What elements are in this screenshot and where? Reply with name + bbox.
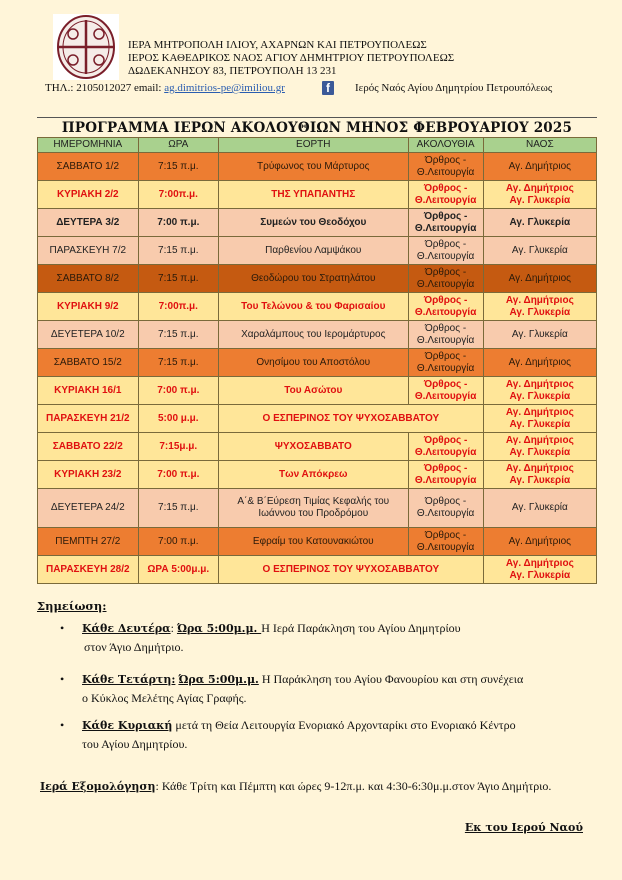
table-row <box>38 153 597 181</box>
table-row <box>38 237 597 265</box>
note-time: Ώρα 5:00μ.μ. <box>178 673 259 686</box>
date-text: ΠΑΡΑΣΚΕΥΗ 28/2 <box>45 563 130 575</box>
service-line-1: Όρθρος - <box>423 182 468 194</box>
date-text: ΠΕΜΠΤΗ 27/2 <box>55 535 121 547</box>
note-lead: Κάθε Τετάρτη: <box>82 673 176 686</box>
note-text-cont: στον Άγιο Δημήτριο. <box>84 640 184 654</box>
church-line-2: Αγ. Γλυκερία <box>509 474 571 486</box>
cell-feast <box>219 181 409 209</box>
church-line-1: Αγ. Γλυκερία <box>511 244 568 256</box>
service-line-1: Όρθρος - <box>425 529 467 541</box>
cell-service <box>408 265 483 293</box>
time-text: 7:15 π.μ. <box>158 160 199 172</box>
cell-church <box>483 209 596 237</box>
cell-service <box>408 461 483 489</box>
time-text: 7:00π.μ. <box>158 300 198 312</box>
cell-feast <box>219 528 409 556</box>
cell-feast <box>219 265 409 293</box>
service-line-1: Όρθρος - <box>425 266 467 278</box>
cell-time <box>138 209 218 237</box>
cell-feast <box>219 461 409 489</box>
service-line-1: Όρθρος - <box>425 322 467 334</box>
feast-text: ΤΗΣ ΥΠΑΠΑΝΤΗΣ <box>271 188 356 200</box>
header-date: ΗΜΕΡΟΜΗΝΙΑ <box>38 138 139 153</box>
cell-time <box>138 461 218 489</box>
header-line-1: ΙΕΡΑ ΜΗΤΡΟΠΟΛΗ ΙΛΙΟΥ, ΑΧΑΡΝΩΝ ΚΑΙ ΠΕΤΡΟΥΠΟΛΕΩΣ <box>128 39 427 51</box>
bullet-icon: • <box>60 621 65 635</box>
service-line-2: Θ.Λειτουργία <box>416 508 475 519</box>
cell-date <box>38 349 139 377</box>
note-text: μετά τη Θεία Λειτουργία Ενοριακό Αρχονταρίκι στο Ενοριακό Κέντρο <box>172 718 516 732</box>
service-line-2: Θ.Λειτουργία <box>416 541 475 553</box>
cell-church <box>483 489 596 528</box>
cell-service <box>408 528 483 556</box>
feast-text: Θεοδώρου του Στρατηλάτου <box>251 272 376 284</box>
table-row <box>38 377 597 405</box>
cell-service <box>408 293 483 321</box>
cell-time <box>138 528 218 556</box>
cell-feast <box>219 405 484 433</box>
cell-feast <box>219 556 484 584</box>
church-line-1: Αγ. Δημήτριος <box>505 557 574 569</box>
service-line-2: Θ.Λειτουργία <box>416 334 475 346</box>
table-row <box>38 489 597 528</box>
time-text: 7:15 π.μ. <box>158 356 199 368</box>
feast-text: Του Ασώτου <box>284 384 343 396</box>
cell-service <box>408 209 483 237</box>
feast-text: Παρθενίου Λαμψάκου <box>265 244 362 256</box>
cell-time <box>138 321 218 349</box>
cell-church <box>483 528 596 556</box>
metropolis-logo <box>53 14 119 80</box>
service-line-2: Θ.Λειτουργία <box>416 250 475 262</box>
service-line-1: Όρθρος - <box>423 378 468 390</box>
cell-church <box>483 181 596 209</box>
service-line-1: Όρθρος - <box>423 462 468 474</box>
cell-date <box>38 321 139 349</box>
cell-feast <box>219 293 409 321</box>
church-line-2: Αγ. Γλυκερία <box>509 418 571 430</box>
confession-lead: Ιερά Εξομολόγηση <box>40 780 156 793</box>
time-text: 7:00 π.μ. <box>157 384 200 396</box>
cell-service <box>408 237 483 265</box>
date-text: ΣΑΒΒΑΤΟ 22/2 <box>52 440 123 452</box>
cell-feast <box>219 153 409 181</box>
service-line-1: Όρθρος - <box>423 434 468 446</box>
phone-label: ΤΗΛ.: 2105012027 email: <box>45 82 165 94</box>
cell-date <box>38 209 139 237</box>
service-line-1: Όρθρος - <box>425 154 467 166</box>
service-line-1: Όρθρος - <box>425 350 467 362</box>
date-text: ΣΑΒΒΑΤΟ 1/2 <box>56 160 120 172</box>
date-text: ΠΑΡΑΣΚΕΥΗ 7/2 <box>49 244 127 256</box>
service-line-2: Θ.Λειτουργία <box>414 390 477 402</box>
feast-text: ΨΥΧΟΣΑΒΒΑΤΟ <box>274 440 352 452</box>
table-row <box>38 528 597 556</box>
note-text: Η Παράκληση του Αγίου Φανουρίου και στη συνέχεια <box>258 672 524 686</box>
cell-service <box>408 153 483 181</box>
time-text: 7:15 π.μ. <box>158 328 199 340</box>
church-line-2: Αγ. Γλυκερία <box>509 446 571 458</box>
service-line-2: Θ.Λειτουργία <box>414 446 477 458</box>
cell-time <box>138 237 218 265</box>
feast-text: Ονησίμου του Αποστόλου <box>256 356 371 368</box>
cell-feast <box>219 489 409 528</box>
feast-text: Ο ΕΣΠΕΡΙΝΟΣ ΤΟΥ ΨΥΧΟΣΑΒΒΑΤΟΥ <box>262 412 440 424</box>
note-text-cont: του Αγίου Δημητρίου. <box>82 737 188 751</box>
time-text: 7:00 π.μ. <box>157 216 200 228</box>
cell-date <box>38 433 139 461</box>
cell-time <box>138 265 218 293</box>
cell-date <box>38 293 139 321</box>
confession-note <box>37 777 597 796</box>
cross-seal-icon <box>53 14 119 80</box>
table-row <box>38 405 597 433</box>
church-line-1: Αγ. Δημήτριος <box>508 272 571 284</box>
cell-date <box>38 237 139 265</box>
cell-date <box>38 556 139 584</box>
church-line-2: Αγ. Γλυκερία <box>509 390 571 402</box>
table-row <box>38 265 597 293</box>
church-line-1: Αγ. Δημήτριος <box>505 294 574 306</box>
cell-date <box>38 153 139 181</box>
cell-church <box>483 237 596 265</box>
cell-church <box>483 461 596 489</box>
time-text: 7:15 π.μ. <box>158 502 199 513</box>
cell-service <box>408 349 483 377</box>
date-text: ΚΥΡΙΑΚΗ 23/2 <box>54 468 122 480</box>
cell-date <box>38 461 139 489</box>
header-feast: ΕΟΡΤΗ <box>219 138 409 153</box>
service-line-2: Θ.Λειτουργία <box>414 222 477 234</box>
cell-time <box>138 405 218 433</box>
confession-text: : Κάθε Τρίτη και Πέμπτη και ώρες 9-12π.μ. και 4:30-6:30μ.μ.στον Άγιο Δημήτριο. <box>155 779 552 793</box>
feast-text: Εφραίμ του Κατουνακιώτου <box>252 535 374 547</box>
church-line-2: Αγ. Γλυκερία <box>509 194 571 206</box>
cell-church <box>483 349 596 377</box>
table-row <box>38 321 597 349</box>
service-line-2: Θ.Λειτουργία <box>414 194 477 206</box>
time-text: 7:15 π.μ. <box>158 272 199 284</box>
table-row <box>38 293 597 321</box>
date-text: ΔΕΥΕΤΕΡΑ 10/2 <box>50 328 125 340</box>
feast-text: Του Τελώνου & του Φαρισαίου <box>241 300 386 312</box>
date-text: ΣΑΒΒΑΤΟ 8/2 <box>56 272 120 284</box>
header-line-2: ΙΕΡΟΣ ΚΑΘΕΔΡΙΚΟΣ ΝΑΟΣ ΑΓΙΟΥ ΔΗΜΗΤΡΙΟΥ ΠΕΤΡΟΥΠΟΛΕΩΣ <box>128 52 455 64</box>
time-text: 7:15μ.μ. <box>159 440 198 452</box>
church-line-1: Αγ. Δημήτριος <box>505 462 574 474</box>
table-row <box>38 433 597 461</box>
cell-date <box>38 181 139 209</box>
cell-time <box>138 489 218 528</box>
cell-feast <box>219 433 409 461</box>
note-time: Ώρα 5:00μ.μ. <box>176 622 262 635</box>
cell-feast <box>219 377 409 405</box>
feast-text: Τρύφωνος του Μάρτυρος <box>257 160 370 172</box>
church-line-1: Αγ. Δημήτριος <box>505 434 574 446</box>
table-row <box>38 181 597 209</box>
date-text: ΠΑΡΑΣΚΕΥΗ 21/2 <box>45 412 130 424</box>
church-line-1: Αγ. Γλυκερία <box>509 216 571 228</box>
service-line-2: Θ.Λειτουργία <box>416 362 475 374</box>
cell-date <box>38 405 139 433</box>
time-text: 7:00 π.μ. <box>157 468 200 480</box>
time-text: ΩΡΑ 5:00μ.μ. <box>147 563 210 575</box>
church-line-1: Αγ. Δημήτριος <box>508 535 571 547</box>
note-text: Η Ιερά Παράκληση του Αγίου Δημητρίου <box>261 621 461 635</box>
note-sep: : <box>170 621 177 635</box>
table-row <box>38 209 597 237</box>
cell-feast <box>219 321 409 349</box>
cell-time <box>138 377 218 405</box>
date-text: ΚΥΡΙΑΚΗ 9/2 <box>56 300 119 312</box>
time-text: 7:00π.μ. <box>158 188 198 200</box>
schedule-table <box>37 137 597 584</box>
cell-feast <box>219 349 409 377</box>
cell-time <box>138 293 218 321</box>
cell-time <box>138 433 218 461</box>
service-line-1: Όρθρος - <box>425 238 467 250</box>
cell-feast <box>219 209 409 237</box>
note-lead: Κάθε Κυριακή <box>82 719 173 732</box>
table-row <box>38 556 597 584</box>
service-line-2: Θ.Λειτουργία <box>416 166 475 178</box>
header-line-3: ΔΩΔΕΚΑΝΗΣΟΥ 83, ΠΕΤΡΟΥΠΟΛΗ 13 231 <box>128 65 337 77</box>
cell-feast <box>219 237 409 265</box>
feast-text: Α΄& Β΄Εύρεση Τιμίας Κεφαλής του Ιωάννου του Προδρόμου <box>237 496 390 519</box>
time-text: 5:00 μ.μ. <box>157 412 199 424</box>
date-text: ΔΕΥΕΤΕΡΑ 24/2 <box>50 502 125 513</box>
date-text: ΚΥΡΙΑΚΗ 2/2 <box>56 188 119 200</box>
cell-service <box>408 321 483 349</box>
service-line-2: Θ.Λειτουργία <box>414 474 477 486</box>
time-text: 7:15 π.μ. <box>158 244 199 256</box>
cell-church <box>483 433 596 461</box>
feast-text: Ο ΕΣΠΕΡΙΝΟΣ ΤΟΥ ΨΥΧΟΣΑΒΒΑΤΟΥ <box>262 563 440 575</box>
service-line-1: Όρθρος - <box>423 210 468 222</box>
cell-date <box>38 377 139 405</box>
church-line-1: Αγ. Δημήτριος <box>505 378 574 390</box>
date-text: ΚΥΡΙΑΚΗ 16/1 <box>54 384 122 396</box>
service-line-2: Θ.Λειτουργία <box>414 306 477 318</box>
cell-service <box>408 489 483 528</box>
signature: Εκ του Ιερού Ναού <box>464 821 583 834</box>
church-line-1: Αγ. Γλυκερία <box>511 502 568 513</box>
church-line-1: Αγ. Δημήτριος <box>508 160 571 172</box>
table-row <box>38 349 597 377</box>
time-text: 7:00 π.μ. <box>158 535 199 547</box>
title-divider <box>37 117 597 118</box>
contact-line <box>45 82 285 94</box>
note-lead: Κάθε Δευτέρα <box>82 622 171 635</box>
church-line-1: Αγ. Γλυκερία <box>511 328 568 340</box>
date-text: ΣΑΒΒΑΤΟ 15/2 <box>53 356 122 368</box>
header-service: ΑΚΟΛΟΥΘΙΑ <box>408 138 483 153</box>
date-text: ΔΕΥΤΕΡΑ 3/2 <box>56 216 120 228</box>
church-line-1: Αγ. Δημήτριος <box>508 356 571 368</box>
feast-text: Των Απόκρεω <box>279 468 348 480</box>
service-line-1: Όρθρος - <box>423 294 468 306</box>
cell-church <box>483 556 596 584</box>
facebook-icon[interactable]: f <box>322 81 334 95</box>
cell-church <box>483 321 596 349</box>
cell-time <box>138 181 218 209</box>
cell-service <box>408 433 483 461</box>
table-header-row <box>38 138 597 153</box>
church-line-2: Αγ. Γλυκερία <box>509 306 571 318</box>
cell-service <box>408 377 483 405</box>
cell-time <box>138 349 218 377</box>
cell-service <box>408 181 483 209</box>
service-line-2: Θ.Λειτουργία <box>416 278 475 290</box>
cell-church <box>483 405 596 433</box>
cell-date <box>38 489 139 528</box>
header-church: ΝΑΟΣ <box>483 138 596 153</box>
facebook-page-name: Ιερός Ναός Αγίου Δημητρίου Πετρουπόλεως <box>355 82 553 94</box>
table-row <box>38 461 597 489</box>
cell-church <box>483 153 596 181</box>
feast-text: Χαραλάμπους του Ιερομάρτυρος <box>241 328 386 340</box>
cell-church <box>483 377 596 405</box>
page-title: ΠΡΟΓΡΑΜΜΑ ΙΕΡΩΝ ΑΚΟΛΟΥΘΙΩΝ ΜΗΝΟΣ ΦΕΒΡΟΥΑΡΙΟΥ 2025 <box>61 120 573 136</box>
cell-time <box>138 153 218 181</box>
cell-church <box>483 293 596 321</box>
church-line-1: Αγ. Δημήτριος <box>505 406 574 418</box>
email-link[interactable]: ag.dimitrios-pe@imiliou.gr <box>164 82 285 94</box>
cell-church <box>483 265 596 293</box>
notes-title: Σημείωση: <box>37 599 107 613</box>
header-time: ΩΡΑ <box>138 138 218 153</box>
note-text-cont: ο Κύκλος Μελέτης Αγίας Γραφής. <box>82 691 247 705</box>
cell-date <box>38 265 139 293</box>
cell-date <box>38 528 139 556</box>
church-line-1: Αγ. Δημήτριος <box>505 182 574 194</box>
bullet-icon: • <box>60 718 65 732</box>
service-line-1: Όρθρος - <box>425 496 467 507</box>
feast-text: Συμεών του Θεοδόχου <box>260 216 367 228</box>
church-line-2: Αγ. Γλυκερία <box>509 569 571 581</box>
cell-time <box>138 556 218 584</box>
bullet-icon: • <box>60 672 65 686</box>
